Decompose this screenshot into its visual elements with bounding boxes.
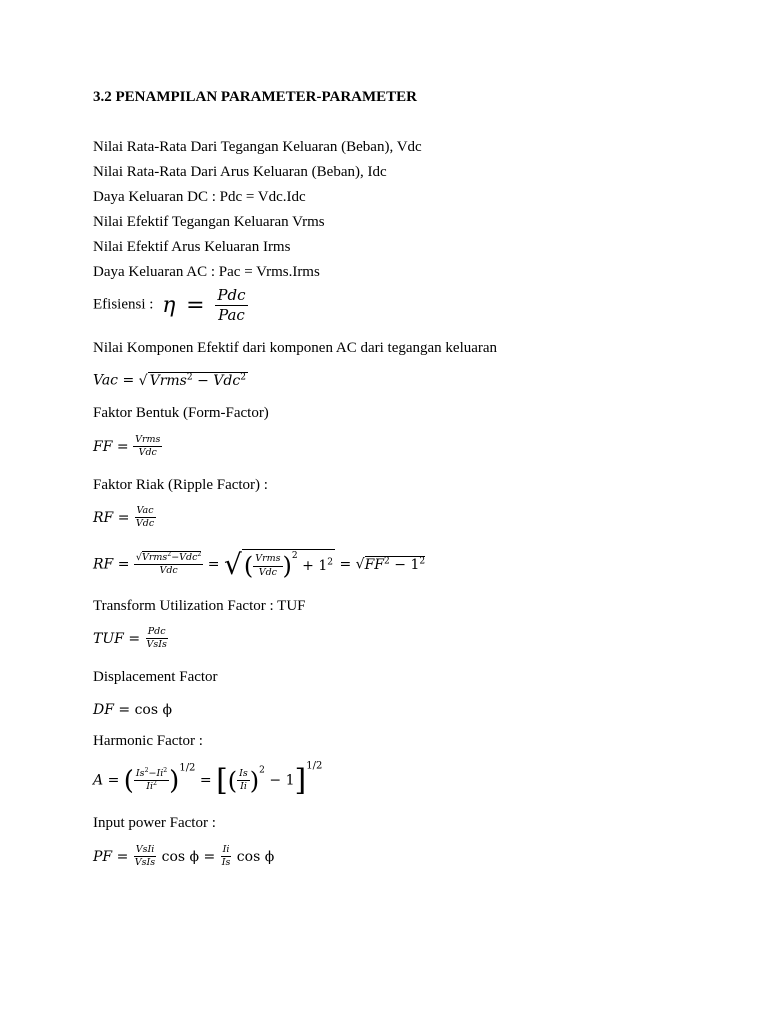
rf2-num-a: Vrms	[141, 551, 168, 563]
hf-one: 1	[285, 772, 295, 789]
pf-fraction-1	[133, 845, 157, 869]
text-harmonic: Harmonic Factor :	[93, 733, 203, 749]
efficiency-numerator: Pdc	[217, 286, 246, 304]
hf-num-a: Is	[135, 767, 145, 779]
efficiency-denominator: Pac	[218, 305, 245, 324]
pf-equation: PF = $\frac{\text{VsIi}}{\text{VsIs}}$ cos ϕ = $\frac{Ii}{Is}$ cos ϕ	[93, 844, 275, 869]
tuf-lhs: TUF	[93, 630, 124, 647]
df-equation: DF = cos ϕ	[93, 702, 173, 718]
rf1-den: Vdc	[135, 518, 155, 530]
vac-lhs: Vac	[93, 372, 119, 389]
rf2-lhs: RF	[93, 556, 114, 573]
rf2-inner-fraction	[253, 554, 282, 578]
text-input-pf: Input power Factor :	[93, 815, 216, 831]
hf-equation: A = ( $\frac{Is^2-Ii^2}{Ii^2}$ )$^{1/2}$ = [( $\frac{Is}{Ii}$ )$^2$ − 1]$^{1/2}$	[93, 760, 323, 798]
vac-term2: Vdc	[213, 373, 241, 389]
pf-cos-2: cos ϕ	[236, 848, 275, 865]
hf-lhs: A	[93, 772, 104, 789]
pf-num1: VsIi	[134, 845, 157, 857]
text-line-pdc: Daya Keluaran DC : Pdc = Vdc.Idc	[93, 189, 306, 205]
hf-num-b: Ii	[156, 767, 164, 779]
df-lhs: DF	[93, 702, 114, 718]
text-line-vrms: Nilai Efektif Tegangan Keluaran Vrms	[93, 214, 325, 230]
pf-den1: VsIs	[134, 857, 156, 869]
ff-lhs: FF	[93, 438, 113, 455]
text-ripple-factor: Faktor Riak (Ripple Factor) :	[93, 477, 268, 493]
rf-equation-1: RF = $\frac{\text{Vac}}{\text{Vdc}}$	[93, 505, 155, 530]
pf-lhs: PF	[93, 848, 113, 865]
rf-equation-2: RF = $\frac{√Vrms^2-Vdc^2}{\text{Vdc}}$ = √( $\frac{\text{Vrms}}{\text{Vdc}}$ )$^2 + 1^2 = √FF^2 - 1^2$	[93, 547, 426, 581]
section-heading: 3.2 PENAMPILAN PARAMETER-PARAMETER	[93, 89, 418, 105]
rf2-fraction: $\frac{√Vrms^2-Vdc^2}{\text{Vdc}}$	[135, 550, 202, 576]
hf-inner-num: Is	[237, 769, 250, 781]
tuf-den: VsIs	[146, 639, 167, 651]
text-line-vdc: Nilai Rata-Rata Dari Tegangan Keluaran (Beban), Vdc	[93, 139, 422, 155]
text-displacement: Displacement Factor	[93, 669, 218, 685]
vac-sqrt: √ Vrms$^2$ − Vdc$^2$	[138, 372, 246, 389]
rf2-one: 1	[318, 558, 328, 574]
rf2-den: Vdc	[159, 565, 178, 576]
efficiency-label: Efisiensi :	[93, 296, 154, 313]
ff-fraction	[133, 435, 162, 459]
pf-cos-1: cos ϕ	[161, 848, 200, 865]
rf1-lhs: RF	[93, 509, 114, 526]
pf-fraction-2	[220, 845, 233, 869]
vac-equation: Vac = √ Vrms$^2$ − Vdc$^2$	[93, 372, 246, 389]
rf2-ff: FF	[364, 556, 385, 573]
tuf-fraction	[145, 627, 169, 651]
rf1-num: Vac	[135, 506, 156, 518]
text-form-factor: Faktor Bentuk (Form-Factor)	[93, 405, 269, 421]
pf-den2: Is	[221, 857, 231, 869]
hf-inner-fraction	[237, 769, 250, 793]
rf2-inner-den: Vdc	[258, 566, 277, 578]
rf2-num-b: Vdc	[179, 551, 198, 563]
efficiency-fraction	[215, 287, 247, 323]
tuf-num: Pdc	[146, 627, 168, 639]
text-tuf: Transform Utilization Factor : TUF	[93, 598, 306, 614]
text-line-pac: Daya Keluaran AC : Pac = Vrms.Irms	[93, 264, 320, 280]
tuf-equation: TUF = $\frac{\text{Pdc}}{\text{VsIs}}$	[93, 626, 167, 651]
text-vac-intro: Nilai Komponen Efektif dari komponen AC dari tegangan keluaran	[93, 340, 498, 356]
hf-den: Ii	[146, 781, 153, 792]
text-line-irms: Nilai Efektif Arus Keluaran Irms	[93, 239, 291, 255]
df-rhs: cos ϕ	[134, 702, 173, 718]
hf-exp: 1/2	[179, 762, 196, 774]
vac-term1: Vrms	[149, 373, 187, 389]
hf-inner-den: Ii	[240, 781, 247, 792]
rf2-inner-num: Vrms	[253, 554, 282, 566]
ff-den: Vdc	[138, 447, 157, 459]
eta-symbol: η	[162, 292, 176, 318]
efficiency-equation: Efisiensi : η = $\frac{\text{Pdc}}{\text{Pac}}$	[93, 286, 246, 324]
ff-equation: FF = $\frac{\text{Vrms}}{\text{Vdc}}$	[93, 434, 161, 459]
text-line-idc: Nilai Rata-Rata Dari Arus Keluaran (Beban), Idc	[93, 164, 387, 180]
rf1-fraction	[134, 506, 156, 530]
hf-fraction: $\frac{Is^2-Ii^2}{Ii^2}$	[135, 766, 168, 792]
ff-num: Vrms	[133, 435, 162, 447]
pf-num2: Ii	[221, 845, 232, 857]
